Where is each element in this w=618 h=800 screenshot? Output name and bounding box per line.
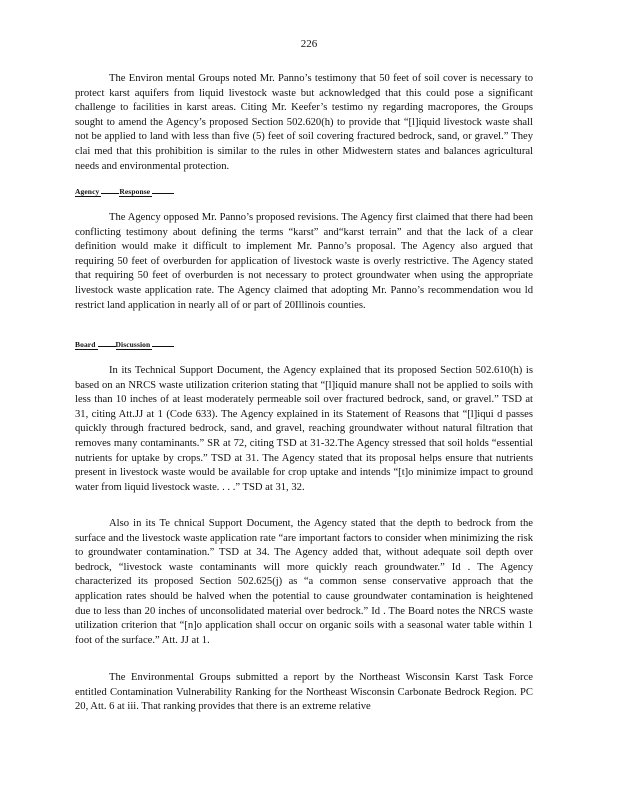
paragraph-agency-opposed (75, 211, 533, 313)
paragraph-karst-task-force (75, 671, 533, 715)
paragraph-environmental-groups (75, 72, 533, 174)
page-number: 226 (300, 38, 318, 50)
paragraph-text: In its Technical Support Document, the Agency explained that its proposed Section 502.610(h) is based on an NRCS waste utilization criterion stating that “[l]iquid manure shall not be applied to soils with less than 10 inches of at least moderately permeable soil over fractured bedrock, sand, or gravel.” TSD at 31, citing Att.JJ at 1 (Code 633). The Agency explained in its Statement of Reasons that “[l]iqui d passes quickly through fractured bedrock, sand, and gravel, reaching groundwater without natural filtration that removes many contaminants.” SR at 72, citing TSD at 31-32.The Agency stressed that soil holds “essential nutrients for uptake by crops.” TSD at 31. The Agency stated that its proposal helps ensure that nutrients present in livestock waste would be available for crop uptake and intends “[t]o minimize impact to ground water from liquid livestock waste. . . .” TSD at 31, 32. (75, 365, 533, 493)
paragraph-text: The Environ mental Groups noted Mr. Panno’s testimony that 50 feet of soil cover is necessary to protect karst aquifers from liquid livestock waste but acknowledged that this could pose a significant challenge to facilities in karst areas. Citing Mr. Keefer’s testimo ny regarding macropores, the Groups sought to amend the Agency’s proposed Section 502.620(h) to provide that “[l]iquid livestock waste shall not be applied to land with less than five (5) feet of soil covering fractured bedrock, sand, or gravel.” They clai med that this prohibition is similar to the rules in other Midwestern states and balances agricultural needs and environmental protection. (75, 73, 533, 172)
heading-word: Agency (75, 187, 100, 196)
paragraph-text: The Agency opposed Mr. Panno’s proposed revisions. The Agency first claimed that there had been conflicting testimony about defining the terms “karst” and“karst terrain” and that the lack of a clear definition would make it difficult to implement Mr. Panno’s proposal. The Agency also argued that requiring 50 feet of overburden for application of livestock waste is overly restrictive. The Agency stated that requiring 50 feet of overburden is not necessary to protect groundwater when using the appropriate livestock waste application rate. The Agency claimed that adopting Mr. Panno’s recommendation wou ld restrict land application in nearly all of or part of 20Illinois counties. (75, 212, 533, 311)
paragraph-text: The Environmental Groups submitted a report by the Northeast Wisconsin Karst Task Force entitled Contamination Vulnerability Ranking for the Northeast Wisconsin Carbonate Bedrock Region. PC 20, Att. 6 at iii. That ranking provides that there is an extreme relative (75, 672, 533, 713)
heading-word: Discussion (115, 340, 151, 349)
paragraph-technical-support (75, 364, 533, 495)
heading-word: Board (75, 340, 96, 349)
paragraph-depth-to-bedrock (75, 517, 533, 648)
paragraph-text: Also in its Te chnical Support Document, the Agency stated that the depth to bedrock from the surface and the livestock waste application rate “are important factors to consider when minimizing the risk to groundwater contamination.” TSD at 34. The Agency added that, without adequate soil depth over bedrock, “livestock waste contaminants will more quickly reach groundwater.” Id . The Agency characterized its proposed Section 502.625(j) as “a common sense conservative approach that the application rates should be halved when the potential to cause groundwater contamination is heightened due to less than 20 inches of unconsolidated material over bedrock.” Id . The Board notes the NRCS waste utilization criterion that “[n]o application shall occur on organic soils with a seasonal water table within 1 foot of the surface.” Att. JJ at 1. (75, 518, 533, 646)
heading-board-discussion (75, 340, 174, 350)
heading-word: Response (119, 187, 151, 196)
heading-agency-response (75, 187, 174, 197)
